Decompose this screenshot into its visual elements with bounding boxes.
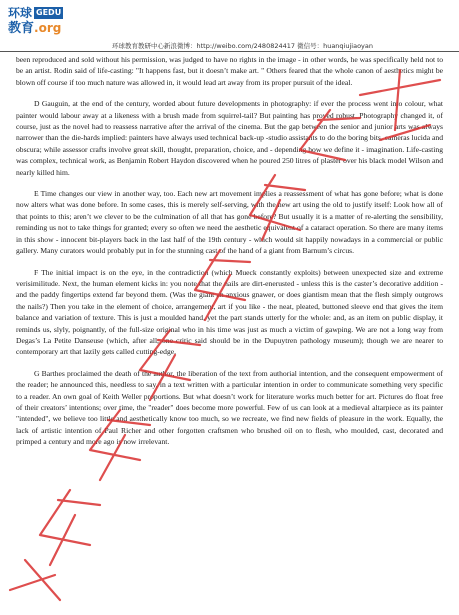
paragraph-e: E Time changes our view in another way, too. Each new art movement implies a reassessment of what has gone before; what is done now alters what was done before. In some cases, this is merely self-serving, with the new art using the old to justify itself: Look how all of that points to this; aren’t we clever to be the culmination of all that has gone before? But usually it is a matter of re-alerting the sensibility, reminding us not to take things for granted; every so often we need the aesthetic equivalent of a cataract operation. So there are many items in this show - innocent bit-players back in the last half of the 19th century - which would sit happily nowadays in a commercial or public gallery. Many curators would probably put in for the stunning cast of the hand of a giant from Barnum’s circus. (16, 189, 443, 256)
paragraph-f: F The initial impact is on the eye, in the contradiction (which Mueck constantly exploits) between unexpected size and extreme verisimilitude. Next, the human element kicks in: you note that the nails are dirt-enerusted - unless this is the caster’s decorative addition - and the paddy fingertips extend far beyond them. (Was the giant an anxious gnawer, or does giantism mean that the flesh simply outgrows the nails?) Then you take in the element of choice, arrangement, art if you like - the neat, pleated, buttoned sleeve end that gives the item balance and variation of texture. This is just a moulded hand, yet the part stands utterly for the whole: and, as an item on public display, it reminds us, slyly, poignantly, of the full-size original who in his time was just as much a victim of gawping. We are not a long way from Degas’s La Petite Danseuse (which, after all, one critic said should be in the Dupuytren pathology museum); though we are nearer to contemporary art that lazily gets called cutting-edge. (16, 267, 443, 357)
header-divider (0, 51, 459, 52)
logo-badge: GEDU (36, 8, 62, 17)
logo-org: .org (34, 21, 62, 35)
document-body (16, 54, 443, 458)
header-caption: 环球教育教研中心新浪微博：http://weibo.com/2480824417 微信号：huanqiujiaoyan (112, 42, 373, 50)
logo-bottom-text: 教育 (8, 21, 35, 36)
gedu-logo (8, 6, 72, 42)
paragraph-d: D Gauguin, at the end of the century, worded about future developments in photography: if ever the process went into colour, what painter would labour away at a likeness with a brush made from squirrel-tail? But painting has proved robust. Photography changed it, of course, just as the novel had to reassess narrative after the arrival of the cinema. But the gap between the senior and junior arts was always narrower than the die-hards implied: painters have always used technical back-up -studio assistants to do the boring bits, cameras lucida and obscura; while assessor crafts involve great skill, thought, preparation, choice, and - depending how we define it - imagination. Life-casting was complex, technical work, as Benjamin Robert Haydon discovered when he poured 250 litres of plaster over his black model Wilson and nearly killed him. (16, 99, 443, 177)
paragraph-g: G Barthes proclaimed the death of the author, the liberation of the text from authorial intention, and the consequent empowerment of the reader; he announced this, needless to say, in a text written with a particular intention in order to communicate something very specific to a reader. An own goal of Keith Weller proportions. But what doesn’t work for literature works much better for art. Pictures do float free of their creators’ intentions; over time, the "reader" does become more powerful. Few of us can look at a medieval altarpiece as its painter "intended", we believe too little and aesthetically know too much, so we recreate, we find new fields of pleasure in the work. Equally, the lack of artistic intention of Paul Richer and other forgotten craftsmen who brushed oil on to flesh, who moulded, cast, decorated and primped a century and more ago is now irrelevant. (16, 368, 443, 447)
watermark-text: 环球教育雅思 (0, 0, 6, 1)
logo-top-text: 环球 (8, 6, 33, 20)
paragraph-c-end: been reproduced and sold without his permission, was judged to have no rights in the image - in other words, he was specifically held not to be an artist. Rodin said of life-casting: "It happens fast, but it doesn’t make art. " Others feared that the whole canon of aesthetics might be blown off course if too much nature was allowed in, it would lead art away from its proper pursuit of the ideal. (16, 55, 443, 87)
